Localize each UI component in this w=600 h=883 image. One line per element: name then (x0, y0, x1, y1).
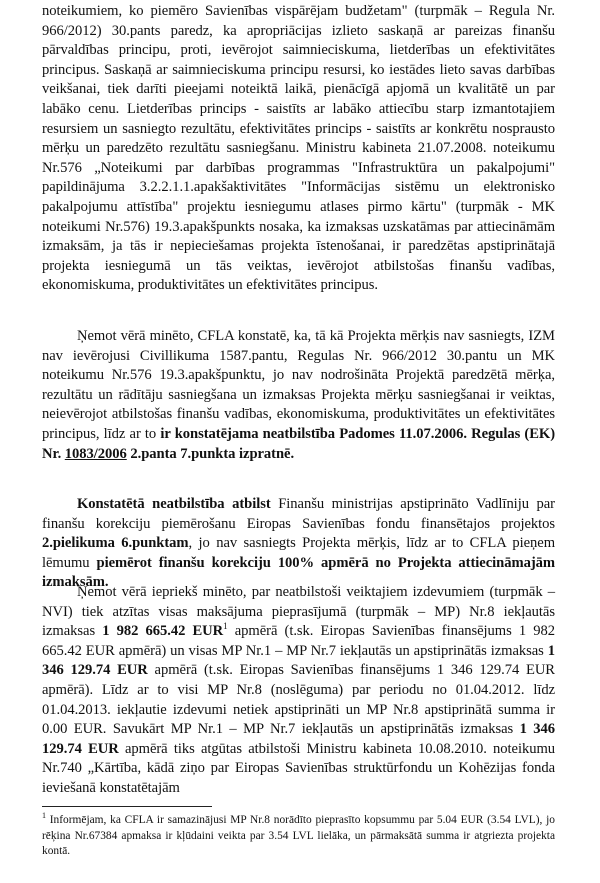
amount-mp1-mp7: 1 346 129.74 EUR (42, 642, 555, 679)
nvi-text-3: apmērā (t.sk. Eiropas Savienības finansējums 1 346 129.74 EUR apmērā). Līdz ar to visi MP Nr.8 (noslēguma) par periodu no 01.04.2012. līdz 01.04.2013. iekļautie izdevumi netiek apstiprināti un MP Nr.8 apstiprinātā summa ir 0.00 EUR. Savukārt MP Nr.1 – MP Nr.7 iekļautās un apstiprinātās izmaksas (42, 662, 555, 738)
footnote (42, 813, 555, 860)
paragraph-text: noteikumiem, ko piemēro Savienības vispārējam budžetam" (turpmāk – Regula Nr. 966/2012) 30.pants paredz, ka apropriācijas izlieto saskaņā ar pareizas finanšu pārvaldības principu, proti, ievērojot saimnieciskuma, lietderības un efektivitātes principus. Saskaņā ar saimnieciskuma principu resursi, ko iestādes lieto savas darbības veikšanai, tiek darīti pieejami noteiktā laikā, pienācīgā apjomā un kvalitātē un par labāko cenu. Lietderības princips - saistīts ar labāko attiecību starp izmantotajiem resursiem un sasniegto rezultātu, efektivitātes princips - saistīts ar konkrētu nosprausto mērķu un paredzēto rezultātu sasniegšanu. Ministru kabineta 21.07.2008. noteikumu Nr.576 „Noteikumi par darbības programmas "Infrastruktūra un pakalpojumi" papildinājuma 3.2.2.1.1.apakšaktivitātes "Informācijas sistēmu un elektronisko pakalpojumu attīstība" projektu iesniegumu atlases pirmo kārtu" (turpmāk - MK noteikumi Nr.576) 19.3.apakšpunkts nosaka, ka izmaksas uzskatāmas par attiecināmām izmaksām, ja tās ir nepieciešamas projekta īstenošanai, ir paredzētas apstiprinātajā projekta iesniegumā un tās veiktas, ievērojot atbilstošas finanšu vadības, ekonomiskuma, produktivitātes un efektivitātes principus. (42, 3, 555, 294)
annex-reference: 2.pielikuma 6.punktam (42, 535, 189, 552)
decision-bold-start: Konstatētā neatbilstība atbilst (77, 496, 271, 512)
footnote-number: 1 (42, 811, 46, 821)
footnote-text: Informējam, ka CFLA ir samazinājusi MP Nr.8 norādīto pieprasīto kopsummu par 5.04 EUR (3.54 LVL), jo rēķina Nr.67384 apmaksa ir kļūdaini veikta par 3.54 LVL lielāka, un pārmaksātā summa ir atgriezta projekta kontā. (42, 814, 555, 858)
finding-bold: ir konstatējama neatbilstība Padomes 11.07.2006. Regulas (EK) Nr. (42, 425, 556, 462)
finding-bold-end: 2.panta 7.punkta izpratnē. (126, 445, 295, 462)
amount-mp8: 1 982 665.42 EUR (102, 623, 224, 640)
nvi-text-4: apmērā tiks atgūtas atbilstoši Ministru kabineta 10.08.2010. noteikumu Nr.740 „Kārtība, kādā ziņo par Eiropas Savienības struktūrfondu un Kohēzijas fonda ieviešanā konstatētajām (42, 740, 555, 796)
nvi-text-2: apmērā (t.sk. Eiropas Savienības finansējums 1 982 665.42 EUR apmērā) un visas MP Nr.1 – MP Nr.7 iekļautās un apstiprinātās izmaksas (42, 623, 555, 659)
footnote-divider (42, 806, 212, 807)
paragraph-regulation-principles (42, 2, 555, 296)
regulation-number: 1083/2006 (64, 445, 127, 462)
footnote-marker: 1 (223, 621, 228, 632)
correction-statement: piemērot finanšu korekciju 100% apmērā no Projekta attiecināmajām izmaksām. (42, 554, 555, 591)
nvi-text-1: Ņemot vērā iepriekš minēto, par neatbilstoši veiktajiem izdevumiem (turpmāk – NVI) tiek atzītas visas maksājuma pieprasījumā (turpmāk – MP) Nr.8 iekļautās izmaksas (42, 584, 555, 640)
decision-text: Finanšu ministrijas apstiprināto Vadlīniju par finanšu korekciju piemērošanu Eiropas Savienības fondu finansētajos projektos (42, 496, 555, 532)
paragraph-correction-decision (42, 495, 555, 593)
amount-mp1-mp7-recovered: 1 346 129.74 EUR (42, 721, 555, 757)
decision-text-2: , jo nav sasniegts Projekta mērķis, līdz ar to CFLA pieņem lēmumu (42, 535, 555, 571)
paragraph-irregular-expenditure (42, 583, 555, 799)
paragraph-cfla-finding (42, 327, 555, 464)
paragraph-text: Ņemot vērā minēto, CFLA konstatē, ka, tā kā Projekta mērķis nav sasniegts, IZM nav ievērojusi Civillikuma 1587.pantu, Regulas Nr. 966/2012 30.pantu un MK noteikumu Nr.576 19.3.apakšpunktu, jo nav nodrošināta Projektā paredzētā mērķa, rezultātu un rādītāju sasniegšana un izmaksas Projekta mērķu sasniegšanai ir veiktas, neievērojot atbilstošas finanšu vadības, ekonomiskuma, produktivitātes un efektivitātes principus, līdz ar to (42, 328, 555, 442)
